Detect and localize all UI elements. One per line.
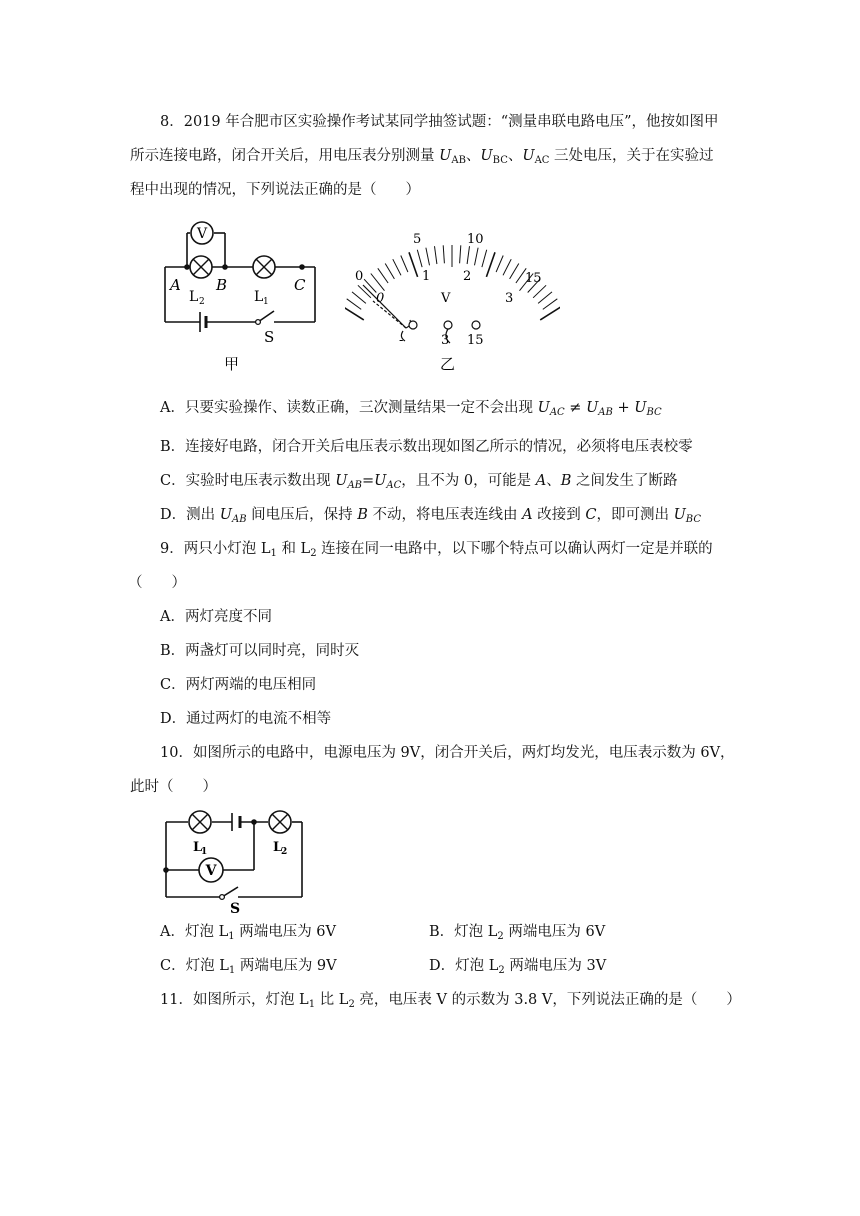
dial-tick [347, 299, 362, 310]
q9-option-d: D．通过两灯的电流不相等 [160, 711, 332, 727]
dial-tick [401, 256, 408, 273]
svg-text:L: L [254, 289, 264, 305]
dial-tick [543, 299, 558, 310]
q9-line1: 9．两只小灯泡 $L_1$ 和 $L_2$ 连接在同一电路中，以下哪个特点可以确认两灯一定是并联的 [160, 541, 713, 559]
voltmeter-dial-figure-yi [345, 225, 560, 375]
q10-option-b: B．灯泡 $L_2$ 两端电压为 6V [429, 924, 606, 942]
circuit-figure-jia [150, 215, 330, 375]
dial-tick [352, 292, 366, 304]
dial-tick [378, 268, 388, 283]
svg-text:2: 2 [281, 847, 288, 857]
svg-text:0: 0 [376, 291, 385, 306]
svg-text:V: V [441, 291, 451, 306]
svg-text:L: L [193, 840, 203, 855]
dial-tick [533, 285, 546, 298]
q11-line1: 11．如图所示，灯泡 $L_1$ 比 $L_2$ 亮，电压表 V 的示数为 3.8 V，下列说法正确的是（ ） [160, 992, 741, 1010]
dial-tick [482, 250, 487, 267]
svg-text:15: 15 [525, 271, 542, 286]
q10-line1: 10．如图所示的电路中，电源电压为 9V，闭合开关后，两灯均发光，电压表示数为 6V， [160, 745, 735, 761]
q10-line2: 此时（ ） [130, 779, 217, 795]
q8-option-c: C．实验时电压表示数出现 $U_{AB}=U_{AC}$，且不为 0，可能是 A、B 之间发生了断路 [160, 473, 678, 491]
q8-line3: 程中出现的情况，下列说法正确的是（ ） [130, 182, 420, 198]
svg-text:L: L [273, 840, 283, 855]
q9-option-c: C．两灯两端的电压相同 [160, 677, 317, 693]
q8-option-d: D．测出 $U_{AB}$ 间电压后，保持 B 不动，将电压表连线由 A 改接到 C，即可测出 $U_{BC}$ [160, 507, 701, 525]
dial-tick [460, 245, 461, 263]
dial-tick [435, 246, 437, 264]
q10-option-d: D．灯泡 $L_2$ 两端电压为 3V [429, 958, 607, 976]
dial-tick [475, 248, 479, 266]
svg-text:1: 1 [201, 847, 208, 857]
svg-text:-: - [399, 333, 404, 348]
dial-tick [510, 264, 519, 279]
caption-yi: 乙 [440, 355, 456, 373]
caption-jia: 甲 [224, 355, 240, 373]
lamp-l2-icon [190, 256, 212, 278]
svg-text:15: 15 [467, 333, 484, 348]
svg-text:1: 1 [263, 297, 269, 307]
lamp-l2-icon [269, 811, 291, 833]
voltmeter-label: V [196, 226, 208, 242]
dial-tick [540, 306, 560, 320]
svg-text:B: B [216, 276, 228, 294]
dial-tick [443, 245, 444, 263]
svg-text:5: 5 [413, 232, 422, 247]
lamp-l1-icon [253, 256, 275, 278]
dial-tick [364, 279, 376, 292]
svg-text:2: 2 [463, 269, 472, 284]
battery-icon [200, 312, 206, 332]
dial-tick [496, 256, 503, 273]
svg-text:3: 3 [505, 291, 514, 306]
dial-tick [503, 259, 511, 275]
svg-text:S: S [230, 901, 241, 915]
circuit-figure-q10 [150, 805, 315, 915]
q9-line2: （ ） [128, 575, 186, 591]
dial-tick [467, 246, 469, 264]
dial-tick [345, 306, 364, 320]
dial-tick [393, 259, 401, 275]
dial-tick [409, 252, 418, 277]
dial-tick [417, 250, 422, 267]
svg-text:10: 10 [467, 232, 484, 247]
lamp-l1-icon [189, 811, 211, 833]
switch-icon [256, 320, 261, 325]
svg-text:L: L [189, 289, 199, 305]
q8-line1: 8．2019 年合肥市区实验操作考试某同学抽签试题：“测量串联电路电压”，他按如图甲 [160, 114, 719, 130]
svg-text:S: S [264, 328, 275, 346]
svg-text:2: 2 [199, 297, 205, 307]
q9-option-b: B．两盏灯可以同时亮，同时灭 [160, 643, 360, 659]
q10-option-c: C．灯泡 $L_1$ 两端电压为 9V [160, 958, 337, 976]
svg-text:1: 1 [422, 269, 431, 284]
dial-tick [538, 292, 552, 304]
battery-icon [232, 813, 240, 831]
dial-tick [426, 248, 430, 266]
q8-option-a: A．只要实验操作、读数正确，三次测量结果一定不会出现 $U_{AC} \ne U_{AB} + U_{BC}$ [160, 400, 662, 418]
svg-text:0: 0 [355, 269, 364, 284]
switch-icon [220, 895, 225, 900]
q8-option-b: B．连接好电路，闭合开关后电压表示数出现如图乙所示的情况，必须将电压表校零 [160, 439, 693, 455]
q9-option-a: A．两灯亮度不同 [160, 609, 272, 625]
svg-text:3: 3 [441, 333, 450, 348]
svg-text:C: C [294, 276, 306, 294]
svg-text:A: A [170, 276, 181, 294]
svg-text:V: V [205, 863, 217, 879]
q8-line2: 所示连接电路，闭合开关后，用电压表分别测量 $U_{AB}$、$U_{BC}$、$U_{AC}$ 三处电压，关于在实验过 [130, 148, 714, 166]
dial-tick [385, 264, 394, 279]
q10-option-a: A．灯泡 $L_1$ 两端电压为 6V [160, 924, 337, 942]
dial-tick [486, 252, 495, 277]
